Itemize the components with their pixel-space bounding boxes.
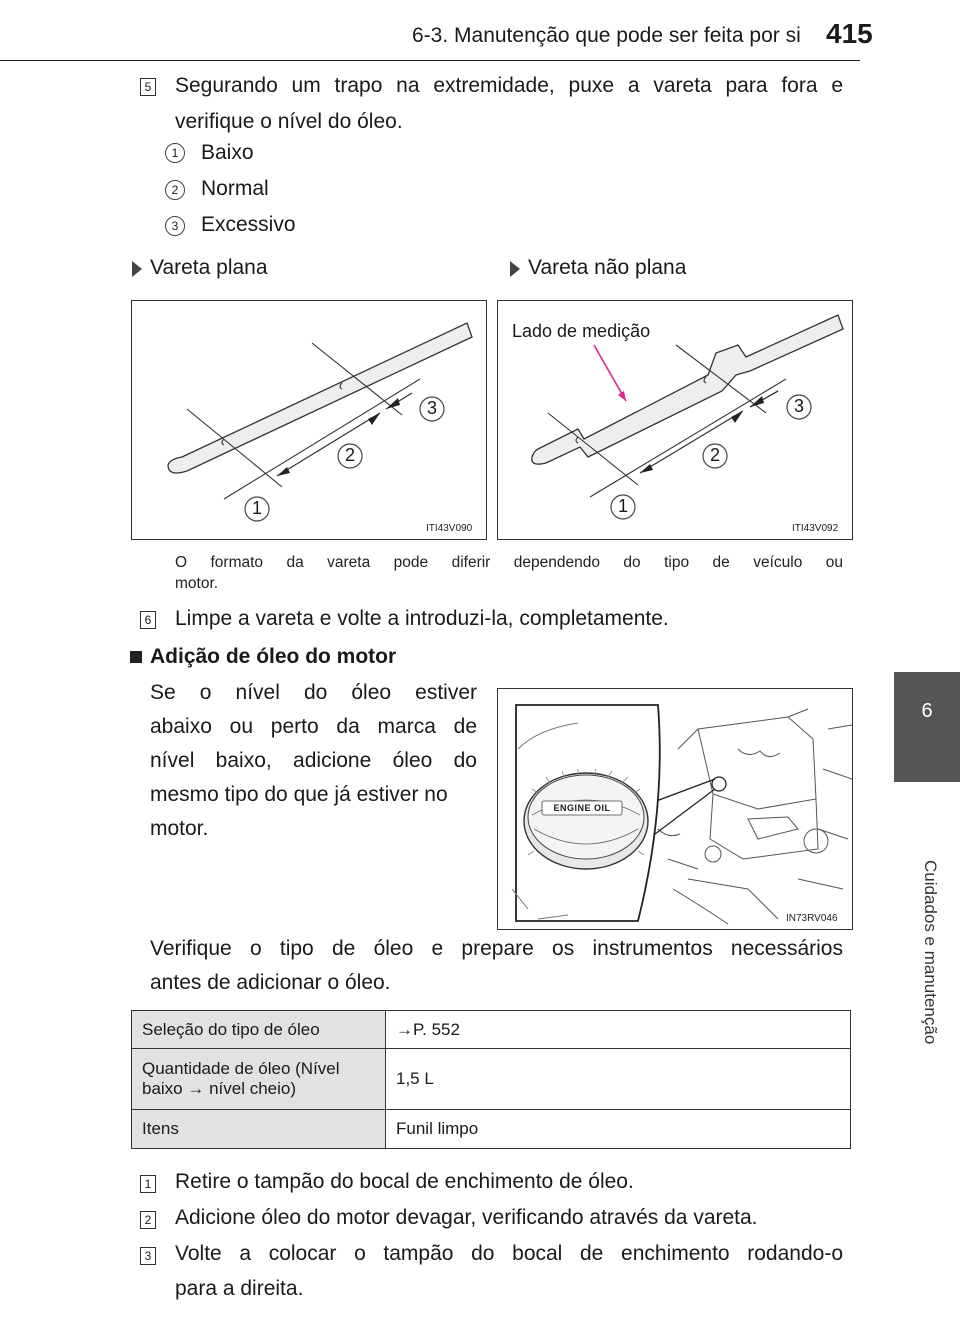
callout-1: 1 — [617, 496, 628, 516]
figure-flat-dipstick — [131, 300, 487, 540]
figure-code: ITI43V090 — [426, 523, 473, 534]
callout-3: 3 — [793, 396, 804, 416]
item-label-normal: Normal — [201, 177, 269, 200]
oil-spec-table — [131, 1010, 851, 1149]
chapter-number: 6 — [921, 700, 933, 722]
bullet-triangle-icon — [510, 261, 520, 277]
figure-nonflat-dipstick — [497, 300, 853, 540]
table-key-line1: Quantidade de óleo (Nível — [142, 1059, 340, 1078]
figure-note-line1: O formato da vareta pode diferir dependendo do tipo de veículo ou — [175, 554, 843, 571]
step5-line2: verifique o nível do óleo. — [175, 110, 403, 133]
measuring-side-label: Lado de medição — [512, 321, 651, 341]
figure-code: IN73RV046 — [786, 913, 838, 924]
page-number: 415 — [826, 18, 873, 49]
item-number-2: 2 — [165, 180, 185, 200]
callout-3: 3 — [426, 398, 437, 418]
item-label-excess: Excessivo — [201, 213, 296, 236]
section-header-title: 6-3. Manutenção que pode ser feita por si — [412, 24, 801, 47]
para-line-4: mesmo tipo do que já estiver no — [150, 783, 448, 806]
chapter-label: Cuidados e manutenção — [921, 860, 940, 1045]
callout-1: 1 — [251, 498, 262, 518]
para-line-1: Se o nível do óleo estiver — [150, 681, 477, 704]
verify-line2: antes de adicionar o óleo. — [150, 971, 391, 994]
section-square-icon — [130, 651, 142, 663]
step6-text: Limpe a vareta e volte a introduzi-la, completamente. — [175, 607, 669, 630]
figure-note-line2: motor. — [175, 575, 219, 592]
para-line-5: motor. — [150, 817, 209, 840]
item-number-3: 3 — [165, 216, 185, 236]
verify-line1: Verifique o tipo de óleo e prepare os instrumentos necessários — [150, 937, 843, 960]
step-number-5: 5 — [140, 78, 156, 96]
figure-title-nonflat: Vareta não plana — [528, 256, 687, 279]
table-key: Itens — [132, 1110, 386, 1149]
table-value: →P. 552 — [386, 1011, 851, 1049]
figure-engine-oil-cap — [497, 688, 853, 930]
step2-text: Adicione óleo do motor devagar, verificando através da vareta. — [175, 1206, 758, 1229]
para-line-3: nível baixo, adicione óleo do — [150, 749, 477, 772]
step5-line1: Segurando um trapo na extremidade, puxe a vareta para fora e — [175, 74, 843, 97]
step-number-6: 6 — [140, 611, 156, 629]
step-number-3: 3 — [140, 1247, 156, 1265]
bullet-triangle-icon — [132, 261, 142, 277]
figure-code: ITI43V092 — [792, 523, 839, 534]
table-row — [132, 1110, 851, 1149]
table-value: 1,5 L — [386, 1049, 851, 1110]
figure-title-flat: Vareta plana — [150, 256, 268, 279]
step3-line2: para a direita. — [175, 1277, 304, 1300]
chapter-tab — [894, 672, 960, 782]
header-divider — [0, 60, 860, 61]
table-key-line2: baixo → nível cheio) — [142, 1079, 297, 1098]
item-label-low: Baixo — [201, 141, 254, 164]
table-key: Seleção do tipo de óleo — [132, 1011, 386, 1049]
step1-text: Retire o tampão do bocal de enchimento de óleo. — [175, 1170, 634, 1193]
para-line-2: abaixo ou perto da marca de — [150, 715, 477, 738]
table-row — [132, 1049, 851, 1110]
step-number-1: 1 — [140, 1175, 156, 1193]
step3-line1: Volte a colocar o tampão do bocal de enchimento rodando-o — [175, 1242, 843, 1265]
table-key — [132, 1049, 386, 1110]
step-number-2: 2 — [140, 1211, 156, 1229]
table-row — [132, 1011, 851, 1049]
callout-2: 2 — [709, 445, 720, 465]
section-heading: Adição de óleo do motor — [150, 645, 397, 668]
engine-oil-cap-label: ENGINE OIL — [553, 803, 611, 813]
table-value: Funil limpo — [386, 1110, 851, 1149]
callout-2: 2 — [344, 445, 355, 465]
flat-dipstick-illustration — [132, 301, 486, 539]
item-number-1: 1 — [165, 143, 185, 163]
